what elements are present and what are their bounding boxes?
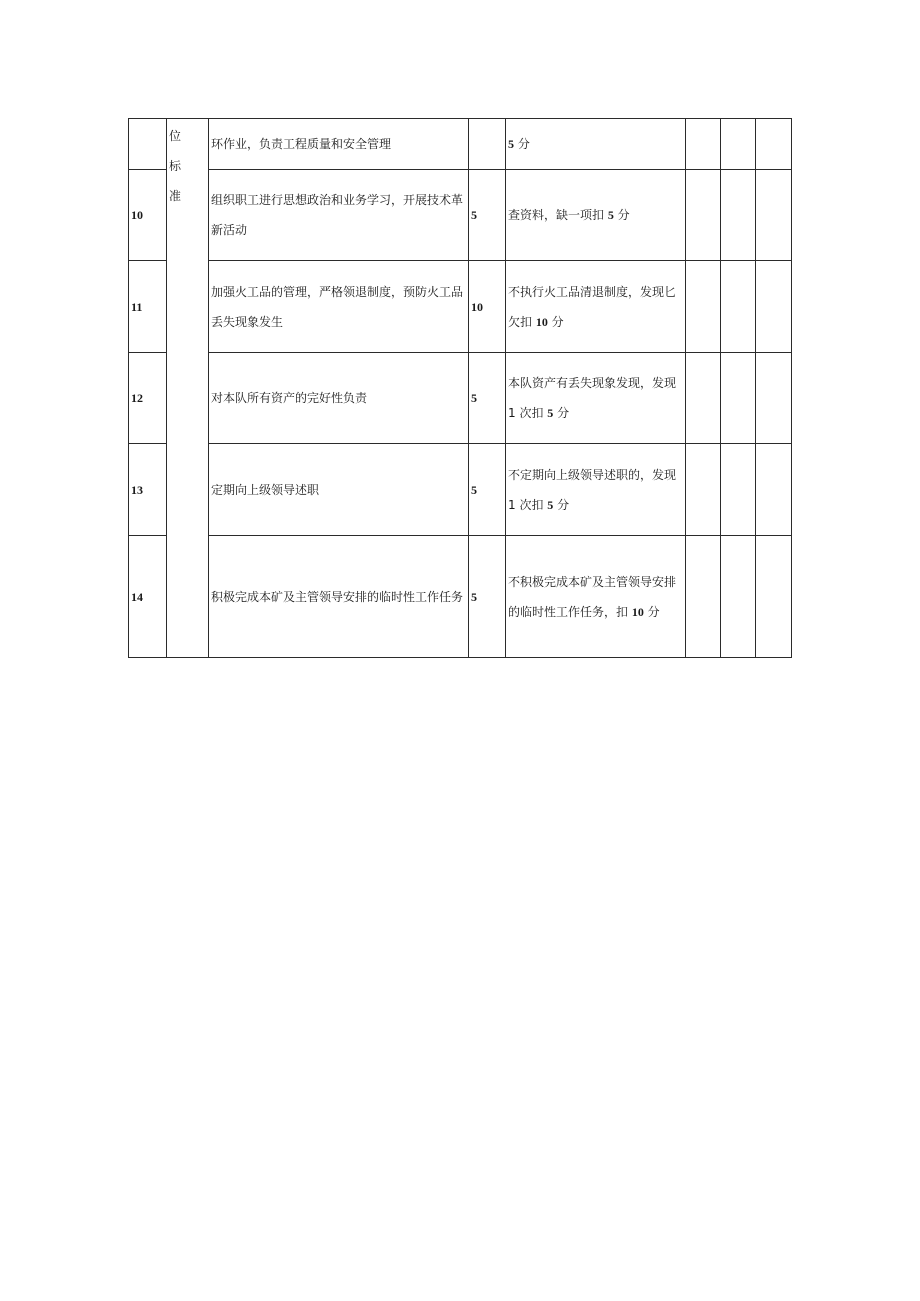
standard-suffix: 分	[553, 406, 570, 420]
category-char: 位	[169, 129, 182, 143]
row-number-cell: 14	[129, 536, 167, 658]
empty-score-cell	[721, 170, 756, 261]
standard-suffix: 分	[613, 208, 630, 222]
empty-score-cell	[686, 261, 721, 353]
empty-score-cell	[721, 261, 756, 353]
standard-cell	[506, 536, 686, 658]
empty-score-cell	[686, 170, 721, 261]
criterion-cell	[209, 444, 469, 536]
criterion-text: 环作业，负责工程质量和安全管理	[211, 137, 392, 151]
empty-score-cell	[721, 353, 756, 444]
row-number-cell: 12	[129, 353, 167, 444]
empty-score-cell	[756, 536, 792, 658]
empty-score-cell	[756, 444, 792, 536]
empty-score-cell	[756, 353, 792, 444]
criterion-cell	[209, 119, 469, 170]
empty-score-cell	[721, 444, 756, 536]
standard-text	[508, 129, 683, 159]
assessment-table	[128, 118, 792, 658]
score-cell: 5	[469, 353, 506, 444]
empty-score-cell	[686, 119, 721, 170]
empty-score-cell	[686, 536, 721, 658]
standard-cell	[506, 119, 686, 170]
standard-text	[508, 200, 683, 230]
assessment-sheet	[128, 118, 791, 658]
standard-prefix: 不积极完成本矿及主管领导安排的临时性工作任务，扣	[508, 574, 677, 619]
table-row	[129, 444, 792, 536]
table-row	[129, 119, 792, 170]
standard-points: 5	[547, 497, 554, 512]
category-cell	[167, 119, 209, 658]
criterion-text: 定期向上级领导述职	[211, 482, 320, 497]
criterion-cell	[209, 261, 469, 353]
table-row	[129, 170, 792, 261]
standard-points: 10	[631, 604, 644, 619]
score-cell: 10	[469, 261, 506, 353]
score-cell	[469, 119, 506, 170]
category-char: 标	[169, 159, 182, 173]
standard-cell	[506, 170, 686, 261]
criterion-text: 积极完成本矿及主管领导安排的临时性工作任务	[211, 589, 464, 604]
standard-prefix: 本队资产有丢失现象发现，发现 1 次扣	[508, 376, 677, 420]
criterion-text: 对本队所有资产的完好性负责	[211, 391, 368, 405]
row-number-cell: 13	[129, 444, 167, 536]
score-cell: 5	[469, 536, 506, 658]
standard-cell	[506, 444, 686, 536]
standard-suffix: 分	[643, 604, 660, 619]
standard-cell	[506, 261, 686, 353]
standard-suffix: 分	[547, 314, 564, 329]
standard-suffix: 分	[553, 497, 570, 512]
score-cell: 5	[469, 444, 506, 536]
standard-points: 10	[535, 314, 548, 329]
empty-score-cell	[721, 536, 756, 658]
standard-points: 5	[508, 137, 514, 151]
empty-score-cell	[686, 444, 721, 536]
row-number-cell: 11	[129, 261, 167, 353]
table-row	[129, 536, 792, 658]
criterion-cell	[209, 536, 469, 658]
standard-points: 5	[547, 406, 554, 420]
standard-text	[508, 368, 683, 428]
standard-text	[508, 277, 683, 337]
criterion-text: 组织职工进行思想政治和业务学习，开展技术革新活动	[211, 193, 464, 237]
score-cell: 5	[469, 170, 506, 261]
empty-score-cell	[721, 119, 756, 170]
standard-prefix: 不执行火工品清退制度，发现匕欠扣	[508, 284, 677, 329]
standard-text	[508, 460, 683, 520]
standard-prefix: 不定期向上级领导述职的，发现 1 次扣	[508, 467, 677, 512]
table-row	[129, 261, 792, 353]
standard-cell	[506, 353, 686, 444]
standard-suffix: 分	[514, 137, 530, 151]
standard-points: 5	[607, 208, 614, 222]
empty-score-cell	[756, 261, 792, 353]
row-number-cell: 10	[129, 170, 167, 261]
table-row	[129, 353, 792, 444]
criterion-cell	[209, 353, 469, 444]
standard-text	[508, 567, 683, 627]
category-char: 准	[169, 189, 182, 203]
standard-prefix: 查资料，缺一项扣	[508, 208, 608, 222]
empty-score-cell	[756, 170, 792, 261]
criterion-text: 加强火工品的管理，严格领退制度，预防火工品丢失现象发生	[211, 284, 464, 329]
criterion-cell	[209, 170, 469, 261]
empty-score-cell	[756, 119, 792, 170]
row-number-cell	[129, 119, 167, 170]
empty-score-cell	[686, 353, 721, 444]
